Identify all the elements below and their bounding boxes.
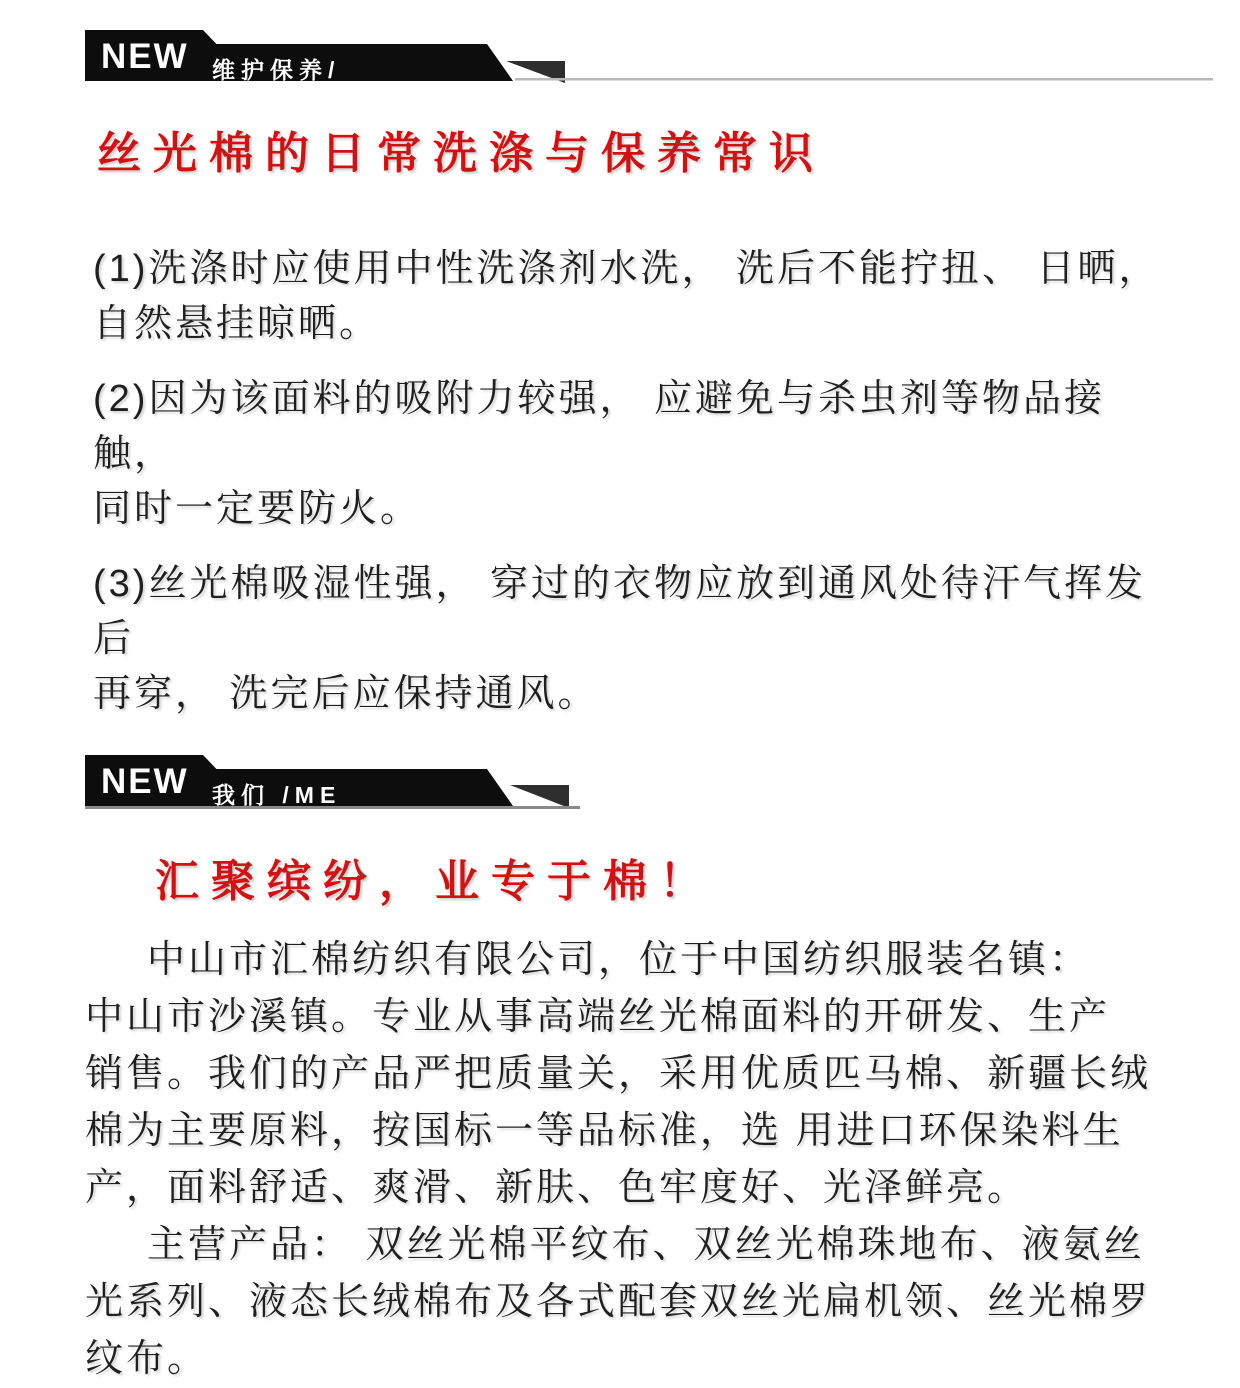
- care-item-3: (3)丝光棉吸湿性强， 穿过的衣物应放到通风处待汗气挥发后 再穿， 洗完后应保持通风。: [93, 563, 1147, 715]
- banner-label: 维护保养/: [212, 57, 341, 83]
- care-section-title: 丝光棉的日常洗涤与保养常识: [97, 129, 825, 178]
- about-section-banner: [85, 755, 1213, 810]
- company-introduction: [85, 932, 1195, 1388]
- product-detail-page: [0, 30, 1240, 1380]
- banner-label: 我们 /ME: [212, 782, 342, 808]
- care-item-1: (1)洗涤时应使用中性洗涤剂水洗， 洗后不能拧扭、 日晒， 自然悬挂晾晒。: [93, 248, 1160, 345]
- care-instruction-list: [93, 242, 1178, 722]
- care-section-banner: [85, 30, 1213, 85]
- about-paragraph-2: 主营产品： 双丝光棉平纹布、双丝光棉珠地布、液氨丝 光系列、液态长绒棉布及各式配套双丝光扁机领、丝光棉罗 纹布。: [85, 1224, 1152, 1380]
- care-item-2: (2)因为该面料的吸附力较强， 应避免与杀虫剂等物品接触， 同时一定要防火。: [93, 378, 1106, 530]
- new-badge: NEW: [101, 762, 189, 801]
- new-badge: NEW: [101, 37, 189, 76]
- about-section-title: 汇聚缤纷，业专于棉！: [155, 857, 715, 906]
- about-paragraph-1: 中山市汇棉纺织有限公司，位于中国纺织服装名镇： 中山市沙溪镇。专业从事高端丝光棉面料的开研发、生产 销售。我们的产品严把质量关，采用优质匹马棉、新疆长绒 棉为主要原料，按国标一等品标准，选 用进口环保染料生 产，面料舒适、爽滑、新肤、色牢度好、光泽鲜亮。: [85, 939, 1152, 1209]
